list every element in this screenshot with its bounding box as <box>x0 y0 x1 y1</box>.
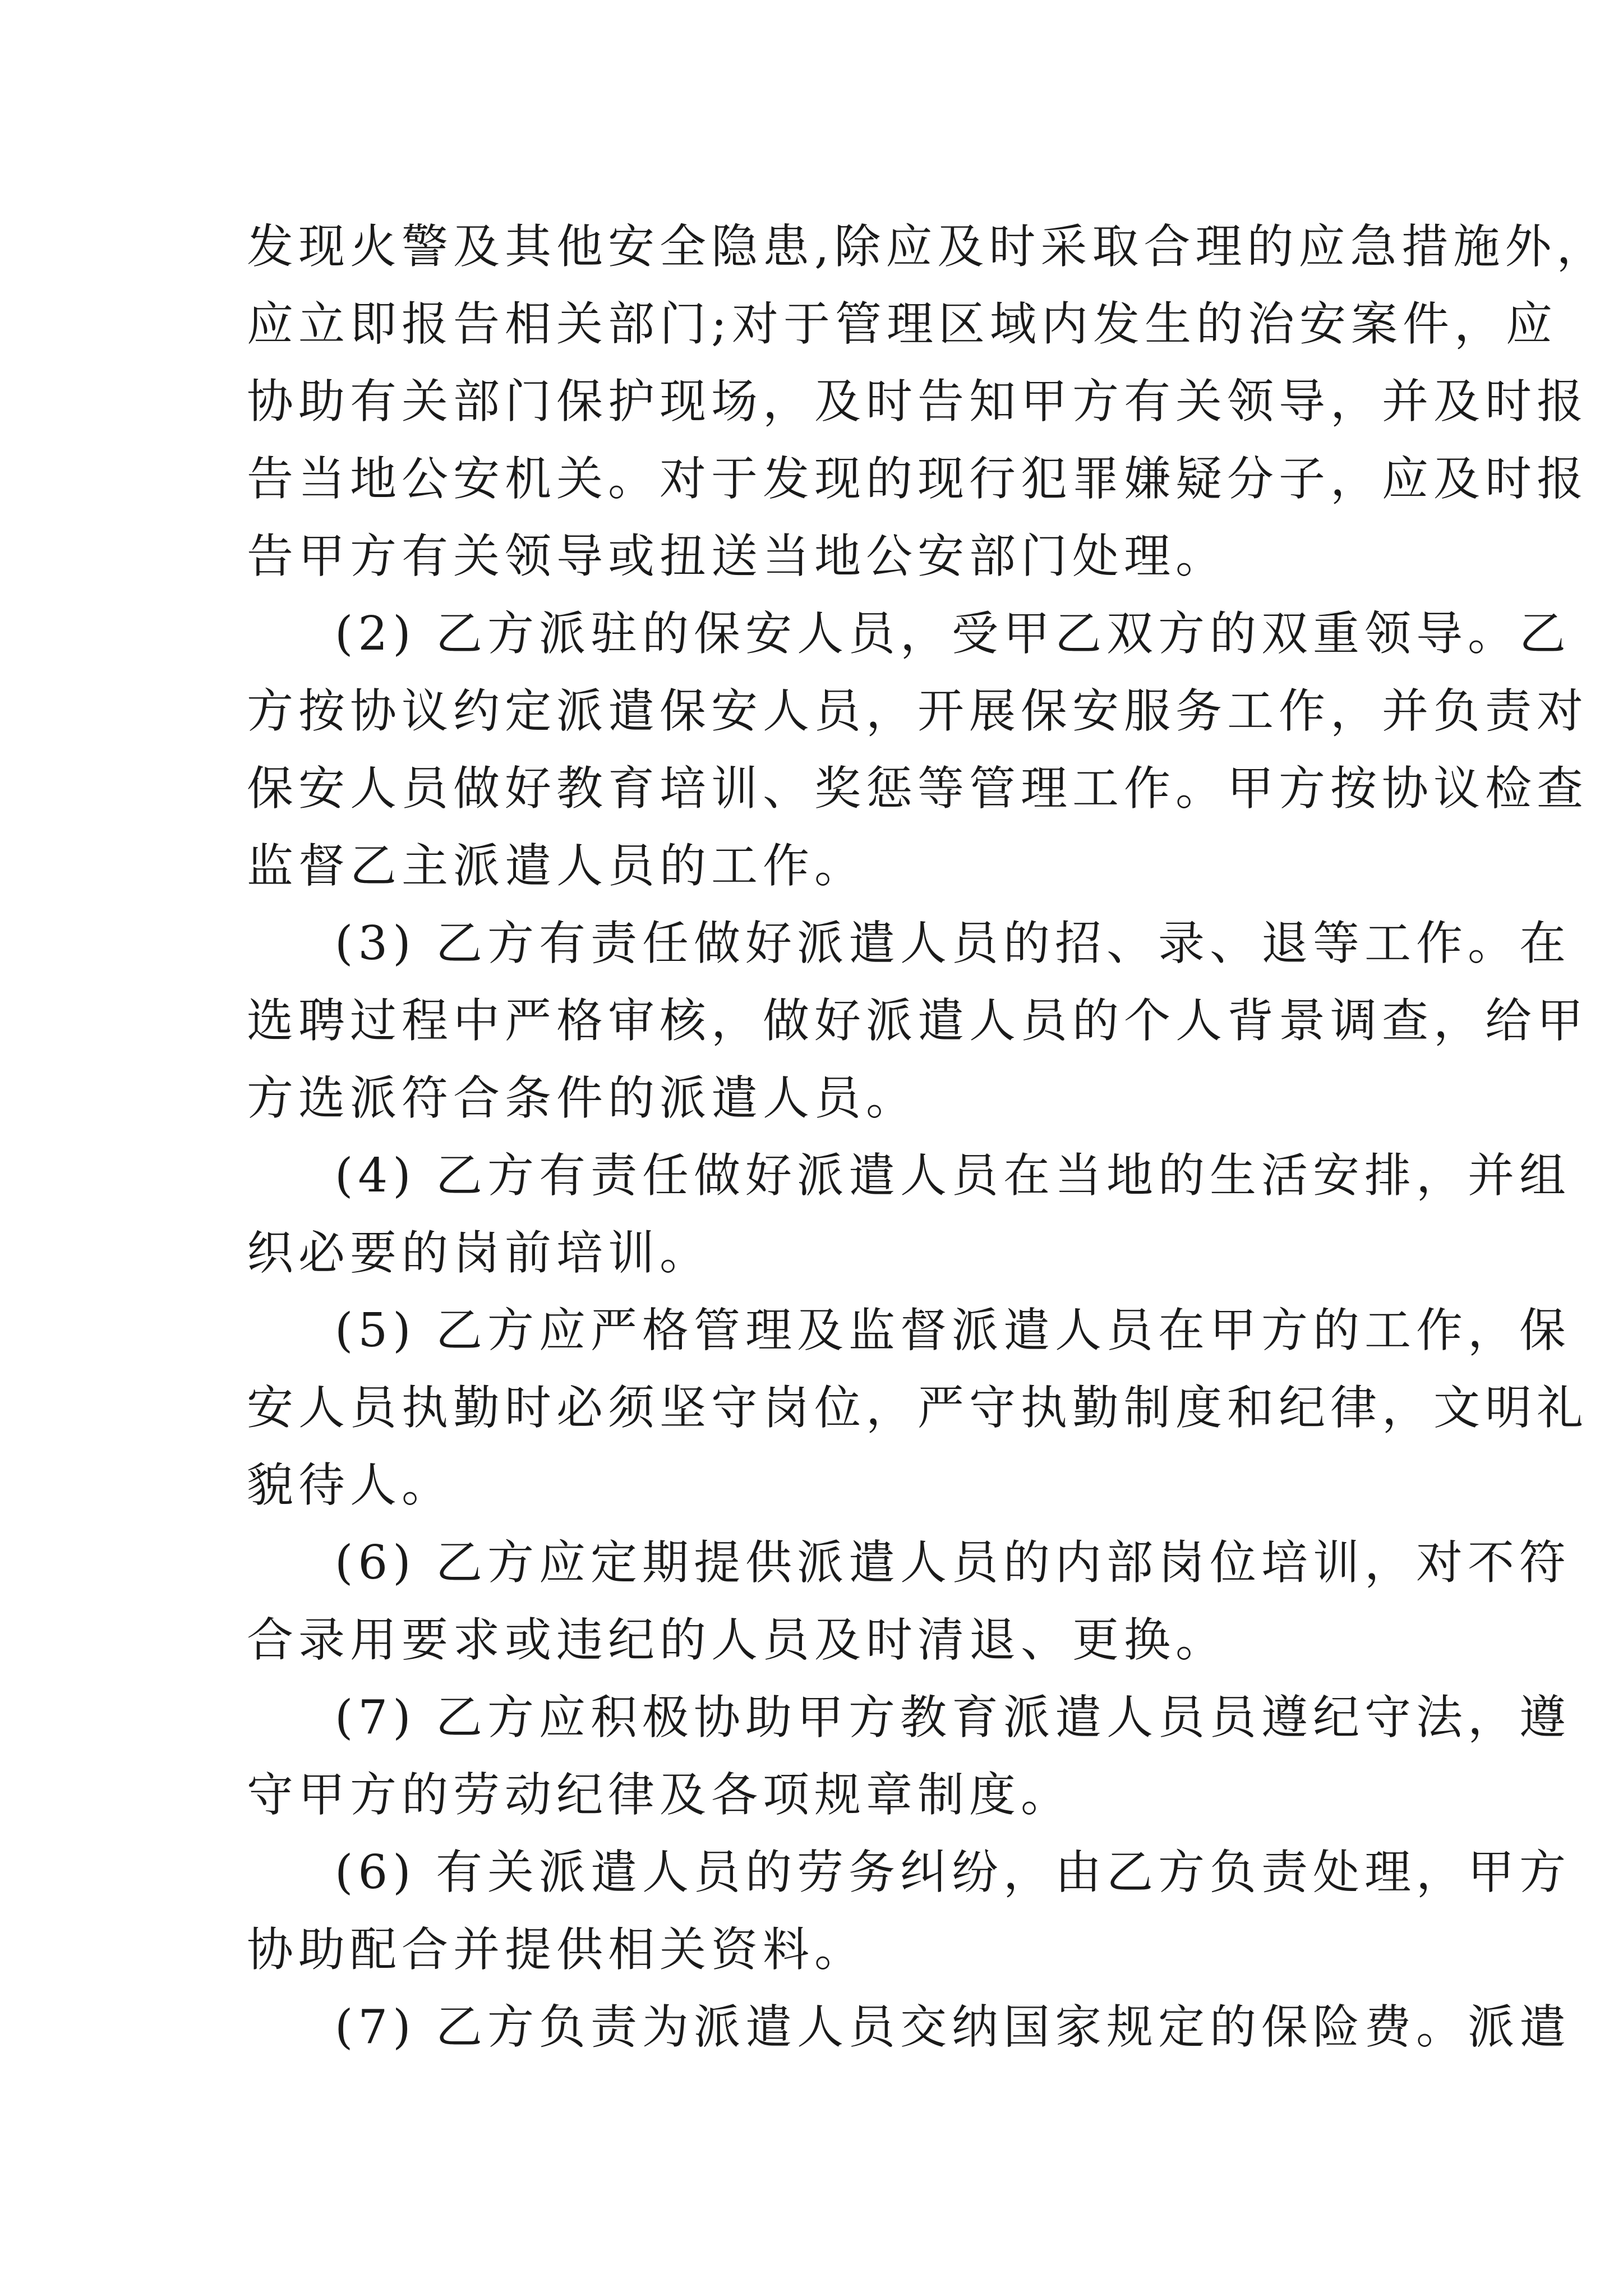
text-line-1: 发现火警及其他安全隐患,除应及时采取合理的应急措施外， <box>247 219 1608 274</box>
text-line-20: (7) 乙方应积极协助甲方教育派遣人员员遵纪守法，遵 <box>335 1690 1571 1745</box>
text-line-16: 安人员执勤时必须坚守岗位，严守执勤制度和纪律，文明礼 <box>247 1381 1588 1435</box>
text-line-22: (6) 有关派遣人员的劳务纠纷，由乙方负责处理，甲方 <box>335 1845 1571 1899</box>
text-line-5: 告甲方有关领导或扭送当地公安部门处理。 <box>247 529 1227 583</box>
text-line-19: 合录用要求或违纪的人员及时清退、更换。 <box>247 1613 1227 1667</box>
text-line-3: 协助有关部门保护现场，及时告知甲方有关领导，并及时报 <box>247 374 1588 429</box>
text-line-24: (7) 乙方负责为派遣人员交纳国家规定的保险费。派遣 <box>335 2000 1571 2054</box>
text-line-11: 选聘过程中严格审核，做好派遣人员的个人背景调查，给甲 <box>247 993 1588 1048</box>
text-line-4: 告当地公安机关。对于发现的现行犯罪嫌疑分子，应及时报 <box>247 452 1588 506</box>
text-line-7: 方按协议约定派遣保安人员，开展保安服务工作，并负责对 <box>247 684 1588 738</box>
text-line-13: (4) 乙方有责任做好派遣人员在当地的生活安排，并组 <box>335 1148 1571 1203</box>
text-line-23: 协助配合并提供相关资料。 <box>247 1922 866 1977</box>
text-line-8: 保安人员做好教育培训、奖惩等管理工作。甲方按协议检查 <box>247 761 1588 816</box>
text-line-6: (2) 乙方派驻的保安人员，受甲乙双方的双重领导。乙 <box>335 606 1571 661</box>
text-line-2: 应立即报告相关部门;对于管理区域内发生的治安案件，应 <box>247 297 1557 351</box>
text-line-14: 织必要的岗前培训。 <box>247 1226 711 1280</box>
text-line-12: 方选派符合条件的派遣人员。 <box>247 1071 917 1125</box>
text-line-18: (6) 乙方应定期提供派遣人员的内部岗位培训，对不符 <box>335 1535 1571 1590</box>
text-line-15: (5) 乙方应严格管理及监督派遣人员在甲方的工作，保 <box>335 1303 1571 1358</box>
text-line-10: (3) 乙方有责任做好派遣人员的招、录、退等工作。在 <box>335 916 1571 970</box>
text-line-17: 貌待人。 <box>247 1458 453 1512</box>
text-line-21: 守甲方的劳动纪律及各项规章制度。 <box>247 1768 1072 1822</box>
text-line-9: 监督乙主派遣人员的工作。 <box>247 839 866 893</box>
